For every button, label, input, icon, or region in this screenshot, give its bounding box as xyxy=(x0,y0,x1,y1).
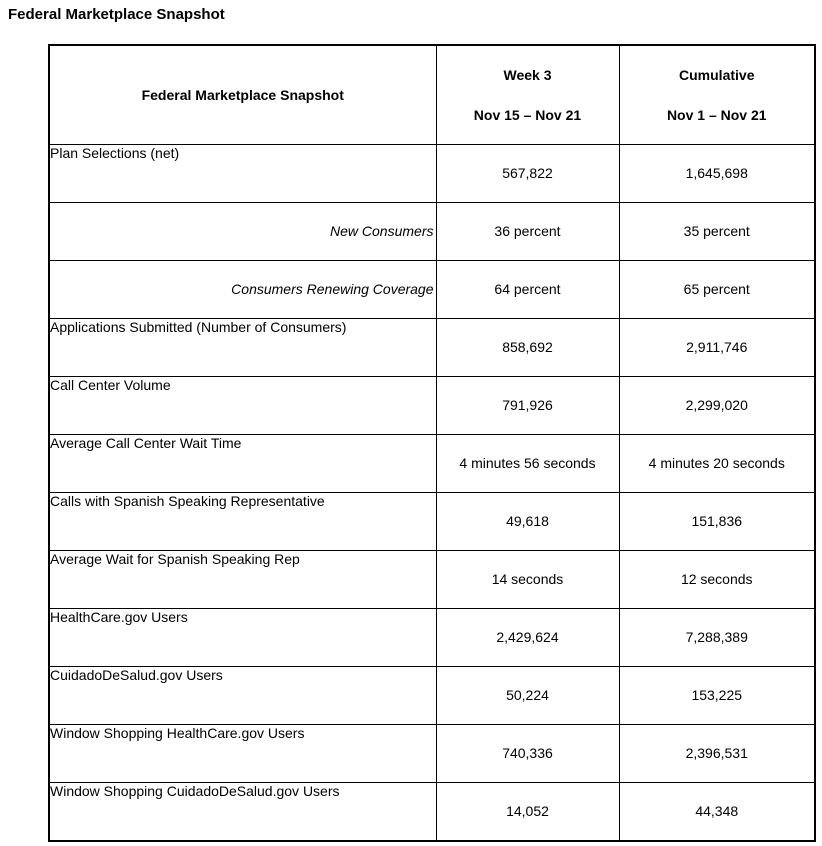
table-row xyxy=(49,609,815,667)
row-label: Consumers Renewing Coverage xyxy=(49,261,436,319)
header-cumulative-title: Cumulative xyxy=(679,67,755,83)
row-week-value: 4 minutes 56 seconds xyxy=(436,435,619,493)
row-week-value: 567,822 xyxy=(436,145,619,203)
header-cumulative-column xyxy=(619,45,815,145)
row-label: CuidadoDeSalud.gov Users xyxy=(49,667,436,725)
row-cumulative-value: 35 percent xyxy=(619,203,815,261)
row-week-value: 858,692 xyxy=(436,319,619,377)
table-row xyxy=(49,493,815,551)
table-row xyxy=(49,145,815,203)
row-week-value: 36 percent xyxy=(436,203,619,261)
header-metric-label: Federal Marketplace Snapshot xyxy=(141,87,344,103)
table-row xyxy=(49,377,815,435)
row-cumulative-value: 7,288,389 xyxy=(619,609,815,667)
row-cumulative-value: 1,645,698 xyxy=(619,145,815,203)
row-week-value: 49,618 xyxy=(436,493,619,551)
header-week3-title: Week 3 xyxy=(503,67,552,83)
row-cumulative-value: 12 seconds xyxy=(619,551,815,609)
table-row xyxy=(49,319,815,377)
row-cumulative-value: 4 minutes 20 seconds xyxy=(619,435,815,493)
row-label: Average Call Center Wait Time xyxy=(49,435,436,493)
row-cumulative-value: 151,836 xyxy=(619,493,815,551)
row-cumulative-value: 2,911,746 xyxy=(619,319,815,377)
row-cumulative-value: 2,299,020 xyxy=(619,377,815,435)
header-metric-column xyxy=(49,45,436,145)
table-header-row xyxy=(49,45,815,145)
snapshot-table xyxy=(48,44,816,842)
row-label: Plan Selections (net) xyxy=(49,145,436,203)
row-week-value: 14 seconds xyxy=(436,551,619,609)
table-row xyxy=(49,203,815,261)
table-row xyxy=(49,725,815,783)
row-week-value: 14,052 xyxy=(436,783,619,842)
row-label: New Consumers xyxy=(49,203,436,261)
row-label: Calls with Spanish Speaking Representative xyxy=(49,493,436,551)
header-cumulative-daterange: Nov 1 – Nov 21 xyxy=(666,107,767,123)
row-label: Call Center Volume xyxy=(49,377,436,435)
table-row xyxy=(49,435,815,493)
table-row xyxy=(49,667,815,725)
row-week-value: 740,336 xyxy=(436,725,619,783)
row-week-value: 50,224 xyxy=(436,667,619,725)
page-title: Federal Marketplace Snapshot xyxy=(8,6,225,23)
row-week-value: 2,429,624 xyxy=(436,609,619,667)
row-label: Window Shopping CuidadoDeSalud.gov Users xyxy=(49,783,436,842)
table-row xyxy=(49,261,815,319)
row-label: Average Wait for Spanish Speaking Rep xyxy=(49,551,436,609)
row-cumulative-value: 65 percent xyxy=(619,261,815,319)
row-week-value: 64 percent xyxy=(436,261,619,319)
table-row xyxy=(49,783,815,842)
row-week-value: 791,926 xyxy=(436,377,619,435)
row-label: Window Shopping HealthCare.gov Users xyxy=(49,725,436,783)
header-week3-daterange: Nov 15 – Nov 21 xyxy=(473,107,582,123)
row-cumulative-value: 44,348 xyxy=(619,783,815,842)
row-label: Applications Submitted (Number of Consumers) xyxy=(49,319,436,377)
table-row xyxy=(49,551,815,609)
header-week3-column xyxy=(436,45,619,145)
row-label: HealthCare.gov Users xyxy=(49,609,436,667)
row-cumulative-value: 153,225 xyxy=(619,667,815,725)
row-cumulative-value: 2,396,531 xyxy=(619,725,815,783)
